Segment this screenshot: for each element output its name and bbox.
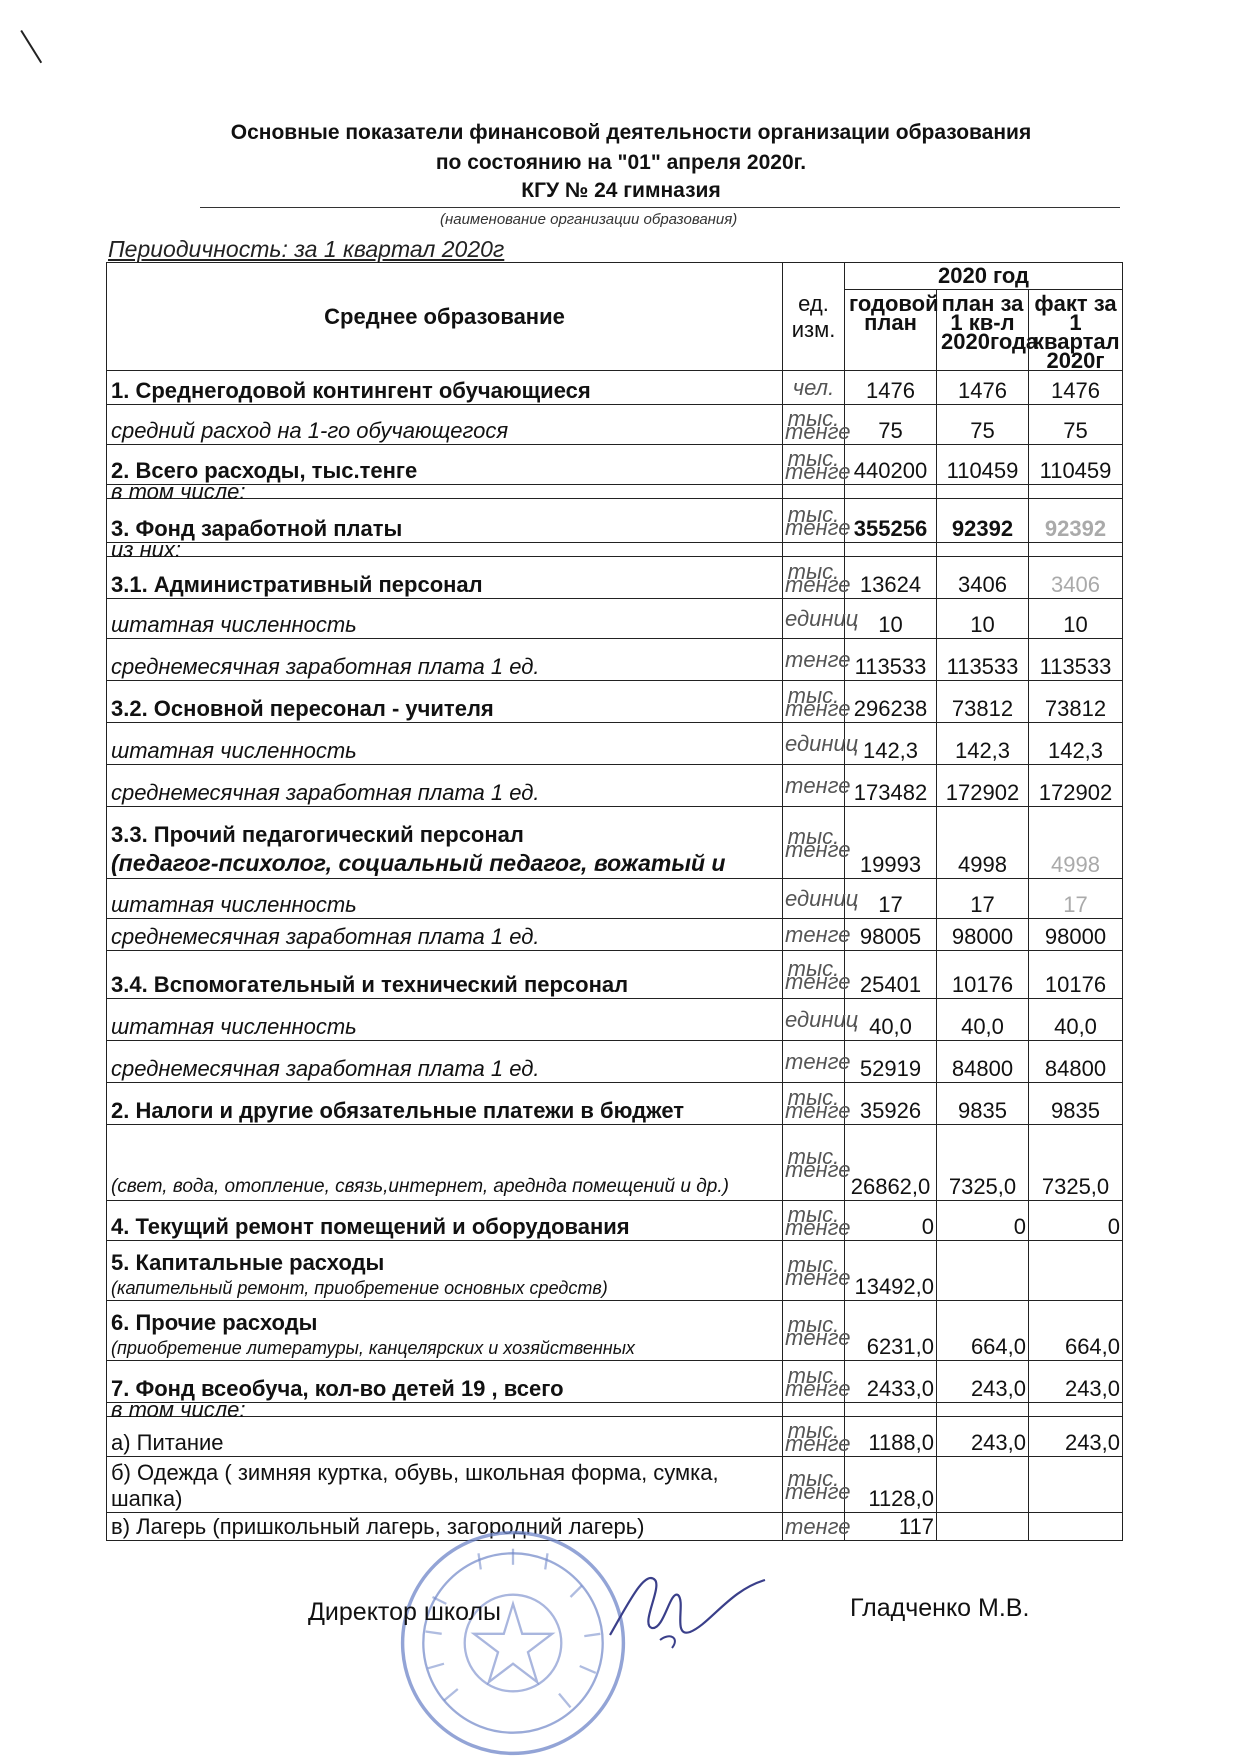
table-row [107,1361,1123,1403]
table-row [107,681,1123,723]
row-label [107,1301,783,1361]
row-fact: 1476 [1029,371,1123,405]
row-fact: 7325,0 [1029,1125,1123,1201]
table-row [107,999,1123,1041]
row-annual: 440200 [845,445,937,485]
row-label: 3.4. Вспомогательный и технический персонал [107,951,783,999]
row-fact: 110459 [1029,445,1123,485]
year-header: 2020 год [845,263,1123,290]
row-unit: тыс. тенге [783,1201,845,1241]
row-unit: тыс. тенге [783,405,845,445]
row-annual: 117 [845,1513,937,1541]
row-unit: тенге [783,919,845,951]
row-fact: 17 [1029,879,1123,919]
row-unit: тыс. тенге [783,499,845,543]
row-unit: единиц [783,599,845,639]
row-label: 3. Фонд заработной платы [107,499,783,543]
row-plan: 98000 [937,919,1029,951]
signature-name: Гладченко М.В. [850,1594,1030,1622]
row-fact: 243,0 [1029,1361,1123,1403]
row-unit: тыс. тенге [783,807,845,879]
row-annual: 6231,0 [845,1301,937,1361]
table-row [107,445,1123,485]
row-annual: 355256 [845,499,937,543]
row-plan: 243,0 [937,1417,1029,1457]
table-row [107,723,1123,765]
row-label: в том числе: [107,485,783,499]
row-plan [937,1241,1029,1301]
row-annual: 13492,0 [845,1241,937,1301]
row-label: из них: [107,543,783,557]
signature-role: Директор школы [308,1598,502,1626]
doc-title-line1: Основные показатели финансовой деятельности организации образования [230,121,1032,144]
row-fact: 3406 [1029,557,1123,599]
row-label [107,807,783,879]
row-label: штатная численность [107,879,783,919]
row-label: а) Питание [107,1417,783,1457]
row-unit: тыс. тенге [783,1361,845,1403]
row-annual: 142,3 [845,723,937,765]
row-label: 2. Налоги и другие обязательные платежи в бюджет [107,1083,783,1125]
row-label-main: 3.3. Прочий педагогический персонал [111,822,524,847]
row-plan: 0 [937,1201,1029,1241]
table-row [107,557,1123,599]
table-row [107,1457,1123,1513]
row-unit: единиц [783,999,845,1041]
row-plan [937,1513,1029,1541]
row-plan: 110459 [937,445,1029,485]
row-plan: 7325,0 [937,1125,1029,1201]
row-plan: 664,0 [937,1301,1029,1361]
row-fact: 113533 [1029,639,1123,681]
table-row [107,765,1123,807]
row-unit: чел. [783,371,845,405]
row-fact: 84800 [1029,1041,1123,1083]
table-row [107,499,1123,543]
row-annual: 98005 [845,919,937,951]
table-row [107,1125,1123,1201]
row-plan: 75 [937,405,1029,445]
table-row [107,485,1123,499]
periodicity: Периодичность: за 1 квартал 2020г [108,236,505,262]
row-label: в) Лагерь (пришкольный лагерь, загородний лагерь) [107,1513,783,1541]
doc-title-line3: КГУ № 24 гимназия [521,179,721,202]
handwritten-signature [600,1540,770,1660]
row-label: штатная численность [107,599,783,639]
table-row [107,1301,1123,1361]
row-label: (свет, вода, отопление, связь,интернет, ареднда помещений и др.) [107,1125,783,1201]
table-row [107,879,1123,919]
row-fact [1029,1513,1123,1541]
row-label: 3.1. Административный персонал [107,557,783,599]
row-plan: 142,3 [937,723,1029,765]
row-annual: 17 [845,879,937,919]
row-label: 2. Всего расходы, тыс.тенге [107,445,783,485]
financial-indicators-table [106,262,1123,1541]
col-annual-plan: годовой план [845,290,937,371]
row-fact: 664,0 [1029,1301,1123,1361]
row-unit: тенге [783,1513,845,1541]
org-name-underline [200,207,1120,208]
row-label: среднемесячная заработная плата 1 ед. [107,765,783,807]
table-row [107,371,1123,405]
row-annual: 26862,0 [845,1125,937,1201]
row-fact: 142,3 [1029,723,1123,765]
row-unit: тенге [783,1041,845,1083]
row-unit: единиц [783,723,845,765]
row-label-sub: (капительный ремонт, приобретение основных средств) [111,1278,608,1298]
row-plan: 113533 [937,639,1029,681]
row-fact: 10176 [1029,951,1123,999]
row-label: среднемесячная заработная плата 1 ед. [107,1041,783,1083]
row-label: 4. Текущий ремонт помещений и оборудования [107,1201,783,1241]
row-label: б) Одежда ( зимняя куртка, обувь, школьная форма, сумка, шапка) [107,1457,783,1513]
table-row [107,639,1123,681]
row-plan: 40,0 [937,999,1029,1041]
col-plan-q1: план за 1 кв-л 2020года [937,290,1029,371]
org-caption: (наименование организации образования) [440,211,738,228]
table-row [107,919,1123,951]
row-unit: тыс. тенге [783,1417,845,1457]
row-unit: тенге [783,639,845,681]
section-title: Среднее образование [107,263,783,371]
row-annual: 40,0 [845,999,937,1041]
row-fact: 9835 [1029,1083,1123,1125]
row-fact: 172902 [1029,765,1123,807]
row-unit: тыс. тенге [783,681,845,723]
row-annual: 13624 [845,557,937,599]
row-label [107,1241,783,1301]
row-label: среднемесячная заработная плата 1 ед. [107,639,783,681]
row-unit: тыс. тенге [783,557,845,599]
doc-title-line2: по состоянию на "01" апреля 2020г. [435,151,807,174]
row-fact: 40,0 [1029,999,1123,1041]
row-label: средний расход на 1-го обучающегося [107,405,783,445]
row-annual: 173482 [845,765,937,807]
row-plan: 172902 [937,765,1029,807]
row-fact: 92392 [1029,499,1123,543]
row-plan: 3406 [937,557,1029,599]
table-row [107,1083,1123,1125]
row-annual: 75 [845,405,937,445]
corner-mark [20,30,42,63]
row-label-main: 6. Прочие расходы [111,1310,318,1335]
row-annual: 1128,0 [845,1457,937,1513]
table-row [107,1403,1123,1417]
row-annual: 296238 [845,681,937,723]
row-plan: 73812 [937,681,1029,723]
table-row [107,1241,1123,1301]
row-plan: 17 [937,879,1029,919]
row-annual: 19993 [845,807,937,879]
row-plan: 243,0 [937,1361,1029,1403]
row-fact: 4998 [1029,807,1123,879]
row-label: 3.2. Основной пересонал - учителя [107,681,783,723]
row-fact [1029,1241,1123,1301]
row-unit: тыс. тенге [783,1125,845,1201]
row-annual: 52919 [845,1041,937,1083]
row-annual: 1188,0 [845,1417,937,1457]
row-annual: 0 [845,1201,937,1241]
row-plan: 10176 [937,951,1029,999]
row-annual: 10 [845,599,937,639]
row-unit: тыс. тенге [783,1241,845,1301]
col-fact-q1: факт за 1 квартал 2020г [1029,290,1123,371]
row-label: штатная численность [107,999,783,1041]
table-row [107,807,1123,879]
row-label-main: 5. Капитальные расходы [111,1250,385,1275]
row-fact: 243,0 [1029,1417,1123,1457]
table-row [107,543,1123,557]
row-unit: тенге [783,765,845,807]
row-annual: 25401 [845,951,937,999]
table-row [107,599,1123,639]
row-label-sub: (приобретение литературы, канцелярских и хозяйственных [111,1338,635,1358]
row-unit: тыс. тенге [783,1301,845,1361]
row-label: в том числе: [107,1403,783,1417]
row-plan [937,1457,1029,1513]
row-unit: тыс. тенге [783,951,845,999]
row-annual: 113533 [845,639,937,681]
unit-header: ед. изм. [783,263,845,371]
row-plan: 1476 [937,371,1029,405]
row-label: среднемесячная заработная плата 1 ед. [107,919,783,951]
table-row [107,951,1123,999]
row-unit: тыс. тенге [783,1083,845,1125]
row-label-sub: (педагог-психолог, социальный педагог, вожатый и [111,850,726,876]
row-unit: тыс. тенге [783,1457,845,1513]
row-annual: 1476 [845,371,937,405]
row-plan: 92392 [937,499,1029,543]
table-row [107,1041,1123,1083]
row-fact: 10 [1029,599,1123,639]
row-label: 7. Фонд всеобуча, кол-во детей 19 , всего [107,1361,783,1403]
row-fact: 98000 [1029,919,1123,951]
row-fact: 75 [1029,405,1123,445]
row-fact: 0 [1029,1201,1123,1241]
row-unit: единиц [783,879,845,919]
row-fact: 73812 [1029,681,1123,723]
row-plan: 10 [937,599,1029,639]
table-row [107,405,1123,445]
row-label: штатная численность [107,723,783,765]
row-plan: 9835 [937,1083,1029,1125]
round-stamp [398,1528,628,1758]
table-row [107,1201,1123,1241]
row-label: 1. Среднегодовой контингент обучающиеся [107,371,783,405]
table-row [107,1417,1123,1457]
row-annual: 2433,0 [845,1361,937,1403]
row-plan: 84800 [937,1041,1029,1083]
row-plan: 4998 [937,807,1029,879]
row-unit: тыс. тенге [783,445,845,485]
row-fact [1029,1457,1123,1513]
row-annual: 35926 [845,1083,937,1125]
